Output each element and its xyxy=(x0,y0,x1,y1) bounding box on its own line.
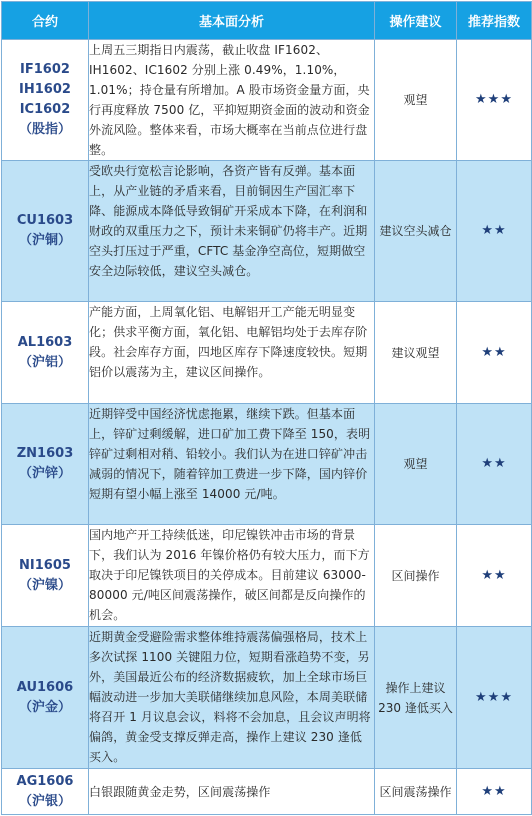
analysis-cell: 上周五三期指日内震荡，截止收盘 IF1602、IH1602、IC1602 分别上涨 0.49%，1.10%，1.01%；持仓量有所增加。A 股市场资金量方面，央行再度释放 7500 亿，平抑短期资金面的波动和资金外流风险。整体来看，市场大概率在当前点位进行盘整。 xyxy=(89,40,375,161)
contract-cell xyxy=(2,404,89,525)
analysis-cell: 受欧央行宽松言论影响，各资产皆有反弹。基本面上，从产业链的矛盾来看，目前铜因生产国汇率下降、能源成本降低导致铜矿开采成本下降，在利润和财政的双重压力之下，预计未来铜矿仍将丰产。近期空头打压过于严重，CFTC 基金净空高位，短期做空安全边际较低，建议空头减仓。 xyxy=(89,161,375,302)
contract-code: CU1603 xyxy=(16,213,74,228)
rating-stars: ★★ xyxy=(457,404,532,525)
contract-cell xyxy=(2,525,89,627)
rating-stars: ★★★ xyxy=(457,40,532,161)
header-contract: 合约 xyxy=(2,2,89,40)
analysis-cell: 白银跟随黄金走势，区间震荡操作 xyxy=(89,769,375,815)
table-row xyxy=(2,404,532,525)
advice-cell: 观望 xyxy=(375,40,457,161)
rating-stars: ★★ xyxy=(457,525,532,627)
contract-cell xyxy=(2,627,89,769)
table-row xyxy=(2,302,532,404)
analysis-cell: 近期黄金受避险需求整体维持震荡偏强格局，技术上多次试探 1100 关键阻力位，短期看涨趋势不变，另外，美国最近公布的经济数据疲软，加上全球市场巨幅波动进一步加大美联储继续加息风险，本周美联储将召开 1 月议息会议，料将不会加息，且会议声明将偏鸽，黄金受支撑反弹走高，操作上建议 230 逢低买入。 xyxy=(89,627,375,769)
contract-code: AG1606 xyxy=(16,773,74,789)
analysis-cell: 近期锌受中国经济忧虑拖累，继续下跌。但基本面上，锌矿过剩缓解，进口矿加工费下降至 150，表明锌矿过剩相对稍、铅较小。我们认为在进口锌矿冲击减弱的情况下，随着锌加工费进一步下降，国内锌价短期有望小幅上涨至 14000 元/吨。 xyxy=(89,404,375,525)
analysis-cell: 产能方面，上周氧化铝、电解铝开工产能无明显变化；供求平衡方面，氧化铝、电解铝均处于去库存阶段。社会库存方面，四地区库存下降速度较快。短期铝价以震荡为主，建议区间操作。 xyxy=(89,302,375,404)
contract-category: （沪镍） xyxy=(18,577,71,593)
rating-stars: ★★ xyxy=(457,769,532,815)
table-row xyxy=(2,40,532,161)
table-row xyxy=(2,525,532,627)
advice-cell: 操作上建议 230 逢低买入 xyxy=(375,627,457,769)
advice-cell: 区间操作 xyxy=(375,525,457,627)
contract-cell xyxy=(2,769,89,815)
contract-code: ZN1603 xyxy=(16,446,74,461)
contract-code: IC1602 xyxy=(19,102,71,117)
contract-cell xyxy=(2,302,89,404)
contract-code: AL1603 xyxy=(17,334,73,350)
contract-category: （沪铝） xyxy=(18,354,71,370)
contract-category: （沪金） xyxy=(18,699,71,715)
contract-code: NI1605 xyxy=(19,557,71,573)
advice-cell: 区间震荡操作 xyxy=(375,769,457,815)
contract-category: （沪铜） xyxy=(18,233,71,248)
header-row xyxy=(2,2,532,40)
table-row xyxy=(2,627,532,769)
header-advice: 操作建议 xyxy=(375,2,457,40)
table-row xyxy=(2,769,532,815)
table-row xyxy=(2,161,532,302)
analysis-cell: 国内地产开工持续低迷，印尼镍铁冲击市场的背景下，我们认为 2016 年镍价格仍有较大压力，而下方取决于印尼镍铁项目的关停成本。目前建议 63000-80000 元/吨区间震荡操作，破区间都是反向操作的机会。 xyxy=(89,525,375,627)
header-analysis: 基本面分析 xyxy=(89,2,375,40)
advice-cell: 建议观望 xyxy=(375,302,457,404)
contract-code: IH1602 xyxy=(19,82,71,97)
advice-cell: 观望 xyxy=(375,404,457,525)
contract-cell xyxy=(2,161,89,302)
contract-code: IF1602 xyxy=(20,62,70,77)
contract-category: （股指） xyxy=(18,122,71,137)
contract-category: （沪锌） xyxy=(18,466,71,481)
rating-stars: ★★ xyxy=(457,302,532,404)
recommendation-table xyxy=(1,1,532,815)
header-rating: 推荐指数 xyxy=(457,2,532,40)
advice-cell: 建议空头减仓 xyxy=(375,161,457,302)
contract-code: AU1606 xyxy=(16,679,74,695)
rating-stars: ★★ xyxy=(457,161,532,302)
contract-cell xyxy=(2,40,89,161)
rating-stars: ★★★ xyxy=(457,627,532,769)
contract-category: （沪银） xyxy=(18,793,71,809)
